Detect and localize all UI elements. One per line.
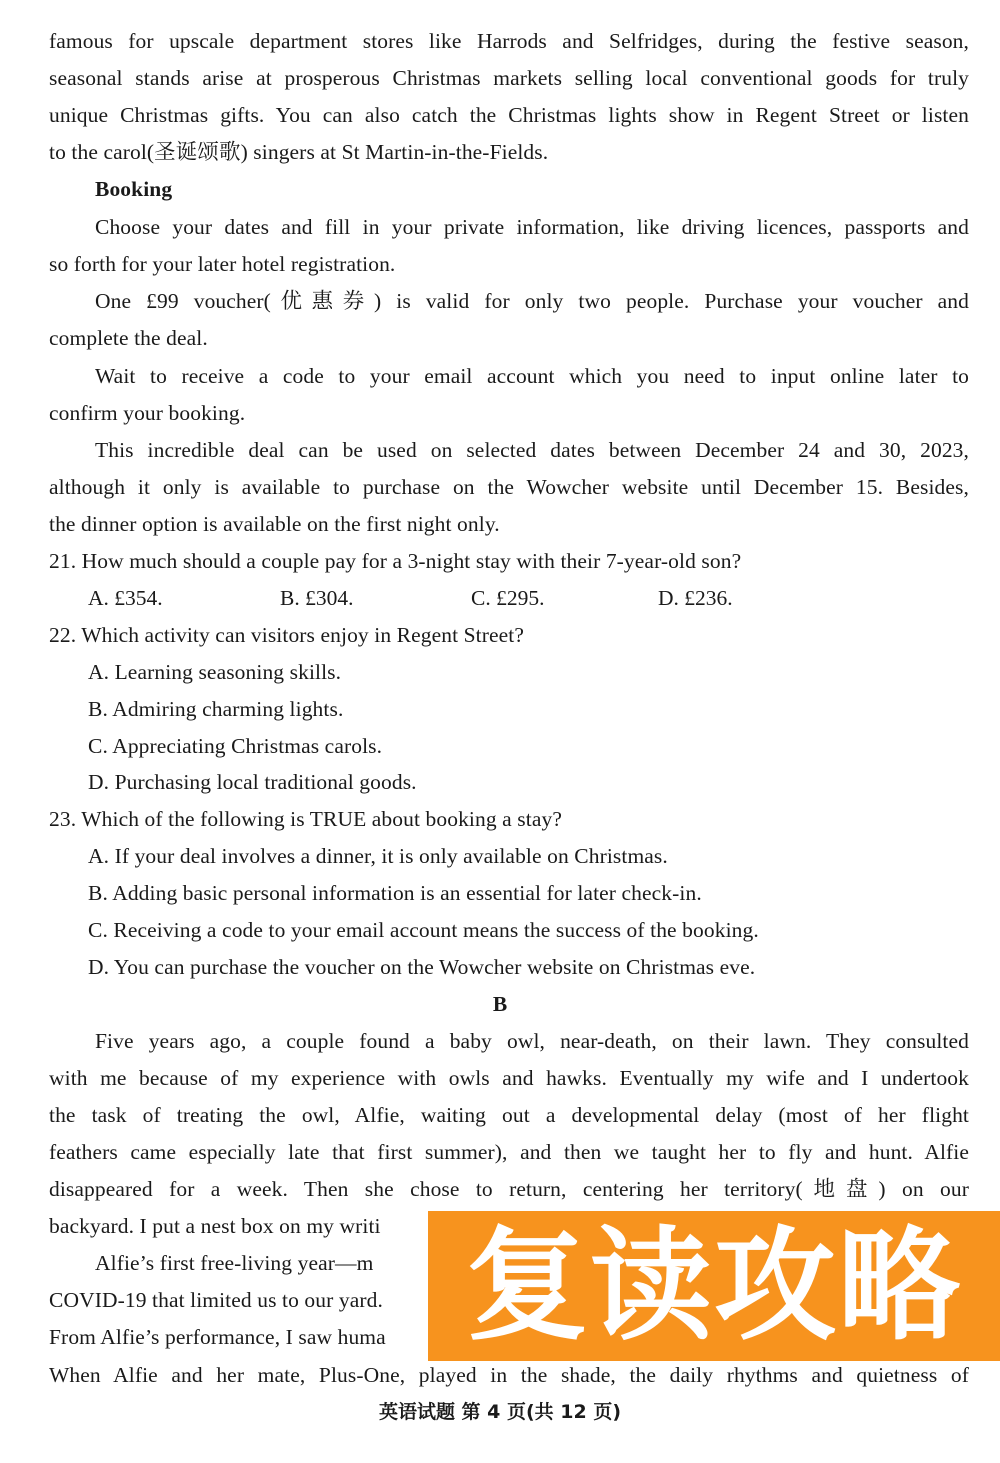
passage-line: From Alfie’s performance, I saw huma [49, 1325, 386, 1349]
passage-line: COVID-19 that limited us to our yard. [49, 1288, 383, 1312]
passage-line: although it only is available to purchase on the Wowcher website until December 15. Besides, [49, 475, 969, 499]
passage-line: One £99 voucher(优惠券) is valid for only two people. Purchase your voucher and [95, 289, 969, 313]
option-b: B. £304. [280, 586, 354, 610]
option-c: C. £295. [471, 586, 545, 610]
passage-line: famous for upscale department stores like Harrods and Selfridges, during the festive season, [49, 29, 969, 53]
option-c: C. Appreciating Christmas carols. [88, 734, 383, 758]
watermark-banner: 复读攻略 [428, 1211, 1000, 1361]
question-21-stem: 21. How much should a couple pay for a 3-night stay with their 7-year-old son? [49, 549, 742, 573]
booking-heading: Booking [95, 177, 173, 201]
passage-line: with me because of my experience with owls and hawks. Eventually my wife and I undertook [49, 1066, 969, 1090]
passage-line: Choose your dates and fill in your private information, like driving licences, passports and [95, 215, 969, 239]
passage-line: feathers came especially late that first summer), and then we taught her to fly and hunt. Alfie [49, 1140, 969, 1164]
question-21-options [88, 583, 968, 613]
passage-line: disappeared for a week. Then she chose to return, centering her territory(地盘) on our [49, 1177, 969, 1201]
passage-line: This incredible deal can be used on selected dates between December 24 and 30, 2023, [95, 438, 969, 462]
passage-line: the task of treating the owl, Alfie, waiting out a developmental delay (most of her flight [49, 1103, 969, 1127]
passage-line: Alfie’s first free-living year—m [95, 1251, 374, 1275]
passage-line: Wait to receive a code to your email account which you need to input online later to [95, 364, 969, 388]
passage-line: the dinner option is available on the first night only. [49, 512, 500, 536]
option-a: A. If your deal involves a dinner, it is only available on Christmas. [88, 844, 668, 868]
passage-line: so forth for your later hotel registration. [49, 252, 396, 276]
page-footer: 英语试题 第 4 页(共 12 页) [378, 1401, 622, 1423]
passage-line: seasonal stands arise at prosperous Christmas markets selling local conventional goods for truly [49, 66, 969, 90]
option-d: D. You can purchase the voucher on the Wowcher website on Christmas eve. [88, 955, 756, 979]
option-b: B. Adding basic personal information is an essential for later check-in. [88, 881, 702, 905]
option-d: D. £236. [658, 586, 733, 610]
option-b: B. Admiring charming lights. [88, 697, 344, 721]
option-a: A. Learning seasoning skills. [88, 660, 342, 684]
passage-line: unique Christmas gifts. You can also catch the Christmas lights show in Regent Street or listen [49, 103, 969, 127]
question-23-stem: 23. Which of the following is TRUE about booking a stay? [49, 807, 562, 831]
passage-line: to the carol(圣诞颂歌) singers at St Martin-in-the-Fields. [49, 140, 549, 164]
passage-line: When Alfie and her mate, Plus-One, played in the shade, the daily rhythms and quietness of [49, 1363, 969, 1387]
passage-line: backyard. I put a nest box on my writi [49, 1214, 381, 1238]
passage-line: confirm your booking. [49, 401, 246, 425]
option-d: D. Purchasing local traditional goods. [88, 770, 417, 794]
option-a: A. £354. [88, 586, 163, 610]
passage-line: complete the deal. [49, 326, 208, 350]
passage-line: Five years ago, a couple found a baby owl, near-death, on their lawn. They consulted [95, 1029, 969, 1053]
passage-b-label: B [492, 992, 508, 1016]
option-c: C. Receiving a code to your email account means the success of the booking. [88, 918, 759, 942]
question-22-stem: 22. Which activity can visitors enjoy in Regent Street? [49, 623, 525, 647]
